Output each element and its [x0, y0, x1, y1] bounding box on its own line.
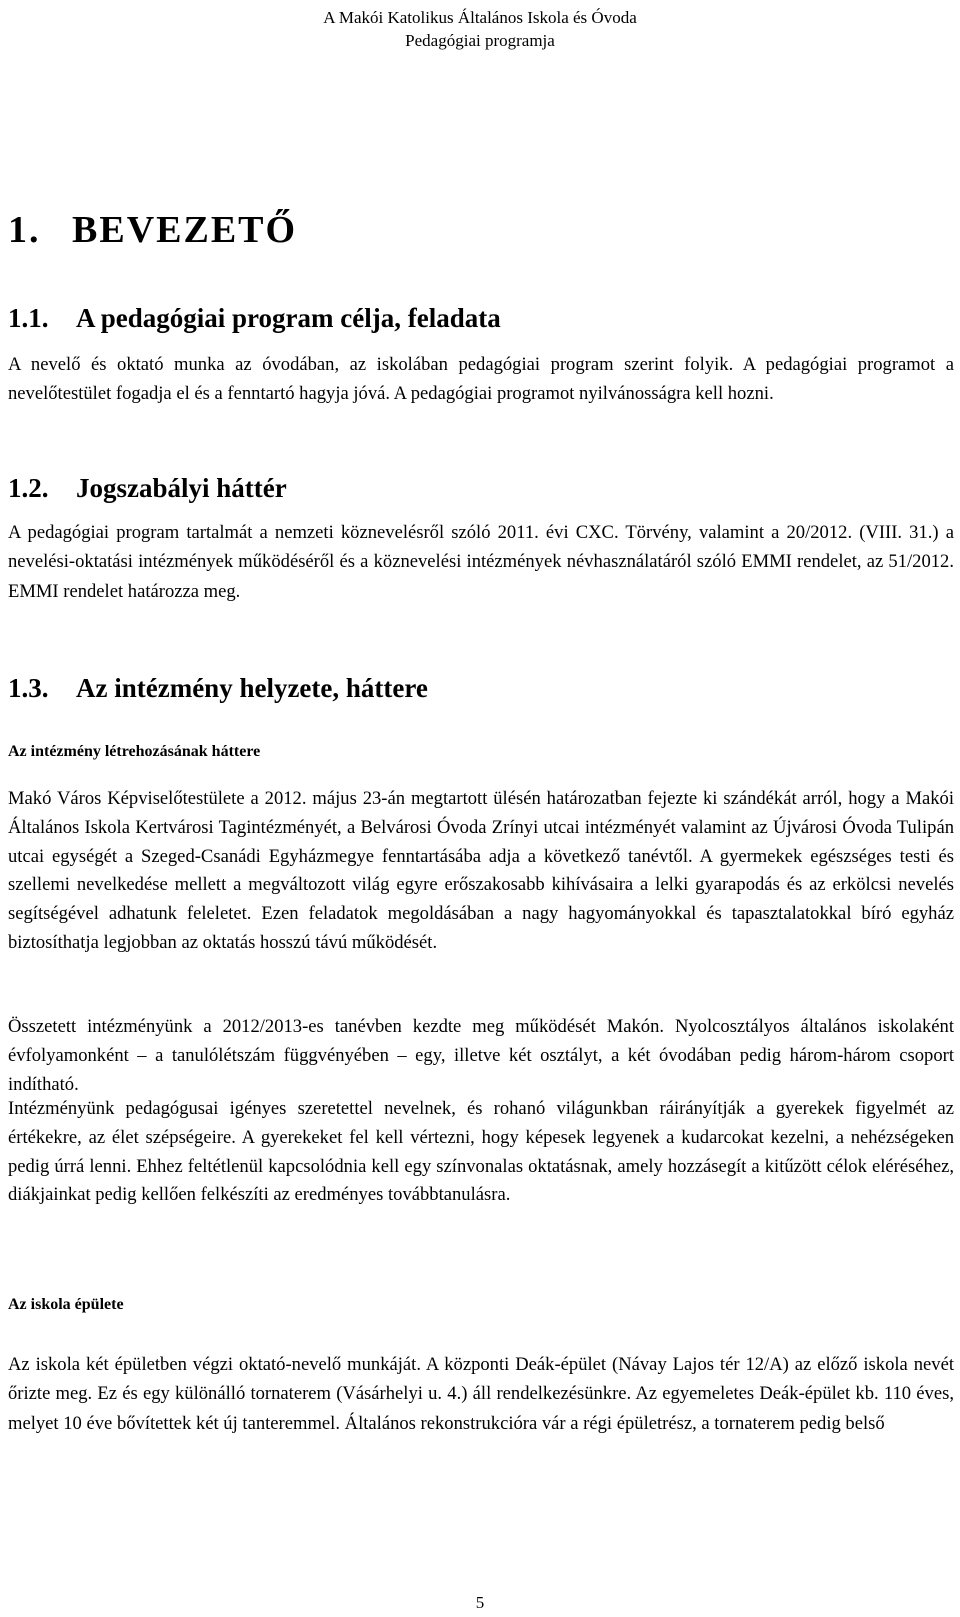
subheading-institution-background: Az intézmény létrehozásának háttere	[8, 743, 261, 760]
page-number: 5	[475, 1593, 485, 1612]
section-heading-1-2	[8, 472, 287, 504]
section-number: 1.3.	[8, 673, 49, 703]
paragraph-institution-history: Makó Város Képviselőtestülete a 2012. május 23-án megtartott ülésén határozatban fejezte ki szándékát arról, hogy a Makói Általános Iskola Kertvárosi Tagintézményét, a Belvárosi Óvoda Zrínyi utcai intézményét valamint az Újvárosi Óvoda Tulipán utcai egységét a Szeged-Csanádi Egyházmegye fenntartásába adja a következő tanévtől. A gyermekek egészséges testi és szellemi nevelkedése mellett a megváltozott világ egyre erőszakosabb kihívásaira a lelki gyarapodás és az erkölcsi nevelés segítségével adhatunk feleletet. Ezen feladatok megoldásában a nagy hagyományokkal és tapasztalatokkal bíró egyház biztosíthatja legjobban az oktatás hosszú távú működését.	[8, 788, 954, 953]
chapter-title: BEVEZETŐ	[72, 209, 298, 251]
paragraph-school-building: Az iskola két épületben végzi oktató-nevelő munkáját. A központi Deák-épület (Návay Lajos tér 12/A) az előző iskola nevét őrizte meg. Ez és egy különálló tornaterem (Vásárhelyi u. 4.) áll rendelkezésünkre. Az egyemeletes Deák-épület kb. 110 éves, melyet 10 éve bővítettek két új tanteremmel. Általános rekonstrukcióra vár a régi épületrész, a tornaterem pedig belső	[8, 1354, 954, 1434]
subheading-school-building: Az iskola épülete	[8, 1296, 124, 1313]
section-title: A pedagógiai program célja, feladata	[76, 303, 501, 333]
section-heading-1-3	[8, 672, 428, 704]
section-number: 1.1.	[8, 303, 49, 333]
paragraph-program-purpose: A nevelő és oktató munka az óvodában, az iskolában pedagógiai program szerint folyik. A pedagógiai programot a nevelőtestület fogadja el és a fenntartó hagyja jóvá. A pedagógiai programot nyilvánosságra kell hozni.	[8, 354, 954, 405]
section-number: 1.2.	[8, 473, 49, 503]
chapter-heading	[8, 208, 297, 252]
paragraph-legal-background: A pedagógiai program tartalmát a nemzeti köznevelésről szóló 2011. évi CXC. Törvény, valamint a 20/2012. (VIII. 31.) a nevelési-oktatási intézmények működéséről és a köznevelési intézmények névhasználatáról szóló EMMI rendelet, az 51/2012. EMMI rendelet határozza meg.	[8, 522, 954, 602]
section-title: Az intézmény helyzete, háttere	[76, 673, 428, 703]
chapter-number: 1.	[8, 209, 41, 251]
paragraph-institution-structure: Összetett intézményünk a 2012/2013-es tanévben kezdte meg működését Makón. Nyolcosztályos általános iskolaként évfolyamonként – a tanulólétszám függvényében – egy, illetve két osztályt, a két óvodában pedig három-három csoport indítható.	[8, 1016, 954, 1095]
section-heading-1-1	[8, 302, 501, 334]
header-school-name: A Makói Katolikus Általános Iskola és Óvoda	[323, 8, 637, 27]
section-title: Jogszabályi háttér	[76, 473, 287, 503]
paragraph-pedagogues: Intézményünk pedagógusai igényes szeretettel nevelnek, és rohanó világunkban ráirányítják a gyerekek figyelmét az értékekre, az élet szépségeire. A gyerekeket fel kell vértezni, hogy képesek legyenek a kudarcokat kezelni, a nehézségeken pedig úrrá lenni. Ehhez feltétlenül kapcsolódnia kell egy színvonalas oktatásnak, amely hozzásegít a kitűzött célok eléréséhez, diákjainkat pedig kellően felkészíti az eredményes továbbtanulásra.	[8, 1098, 954, 1206]
running-header	[0, 6, 960, 52]
header-document-title: Pedagógiai programja	[405, 31, 555, 50]
